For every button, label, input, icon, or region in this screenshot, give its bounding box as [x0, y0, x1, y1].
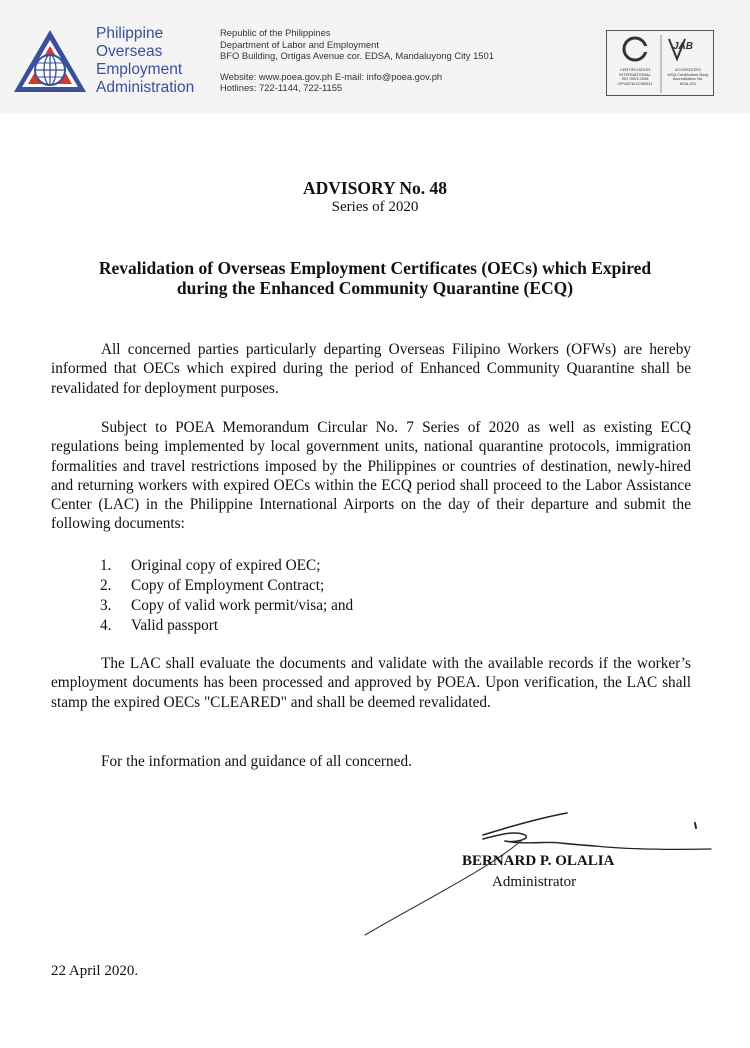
- subject-line: during the Enhanced Community Quarantine (ECQ): [176, 278, 574, 298]
- website-line: Website: www.poea.gov.ph E-mail: info@poea.gov.ph: [220, 70, 443, 82]
- list-item: [100, 596, 353, 616]
- list-item: [100, 556, 353, 576]
- accreditation-text: ACCREDITED MSA Certification Body Accreditation No. MSA-001: [667, 67, 709, 86]
- certification-text: CERTIFICATION INTERNATIONAL ISO 9001:2008 CIP/4676/12/08/811: [617, 67, 653, 86]
- advisory-series: Series of 2020: [331, 199, 419, 215]
- list-item: [100, 616, 353, 636]
- certification-badge: [606, 30, 714, 96]
- address-line: BFO Building, Ortigas Avenue cor. EDSA, Mandaluyong City 1501: [220, 50, 494, 61]
- address-line: Department of Labor and Employment: [220, 38, 379, 50]
- letterhead: [0, 0, 750, 113]
- hotlines-line: Hotlines: 722-1144, 722-1155: [220, 82, 343, 93]
- list-text: Copy of valid work permit/visa; and: [131, 597, 354, 614]
- org-name-line: Philippine: [96, 25, 164, 42]
- list-number: 1.: [100, 557, 112, 574]
- advisory-title: ADVISORY No. 48: [302, 178, 448, 198]
- list-text: Valid passport: [131, 617, 219, 634]
- list-number: 4.: [100, 617, 112, 634]
- list-text: Original copy of expired OEC;: [131, 557, 321, 574]
- advisory-heading: [0, 178, 750, 217]
- body-paragraph: Subject to POEA Memorandum Circular No. 7 Series of 2020 as well as existing ECQ regulations being implemented by local government units, national quarantine protocols, immigration formalities and travel restrictions imposed by the Philippines or countries of destination, newly-hired and returning workers with expired OECs within the ECQ period shall proceed to the Labor Assistance Center (LAC) in the Philippine International Airports on the day of their departure and submit the following documents:: [51, 419, 691, 533]
- org-name-line: Employment: [96, 61, 183, 78]
- list-text: Copy of Employment Contract;: [131, 577, 325, 594]
- address-line: Republic of the Philippines: [220, 27, 331, 38]
- document-date: 22 April 2020.: [51, 963, 139, 979]
- list-number: 3.: [100, 597, 112, 614]
- body-paragraph: All concerned parties particularly departing Overseas Filipino Workers (OFWs) are hereby informed that OECs which expired during the period of Enhanced Community Quarantine shall be revalidated for deployment purposes.: [51, 341, 691, 397]
- subject-line: Revalidation of Overseas Employment Certificates (OECs) which Expired: [98, 258, 652, 278]
- body-paragraph: The LAC shall evaluate the documents and validate with the available records if the worker’s employment documents has been processed and approved by POEA. Upon verification, the LAC shall stamp the expired OECs "CLEARED" and shall be deemed revalidated.: [51, 655, 691, 711]
- list-item: [100, 576, 353, 596]
- signatory-name: BERNARD P. OLALIA: [462, 853, 615, 869]
- jab-mark: JAB: [673, 41, 694, 52]
- org-name-line: Overseas: [96, 43, 163, 60]
- body-paragraph: For the information and guidance of all concerned.: [101, 753, 412, 770]
- requirements-list: [100, 556, 353, 636]
- org-name-line: Administration: [96, 79, 195, 96]
- signatory-title: Administrator: [492, 874, 577, 890]
- advisory-subject: [30, 258, 720, 298]
- organization-name: [96, 25, 194, 97]
- list-number: 2.: [100, 577, 112, 594]
- letterhead-address: [220, 27, 494, 94]
- poea-logo: [10, 26, 90, 98]
